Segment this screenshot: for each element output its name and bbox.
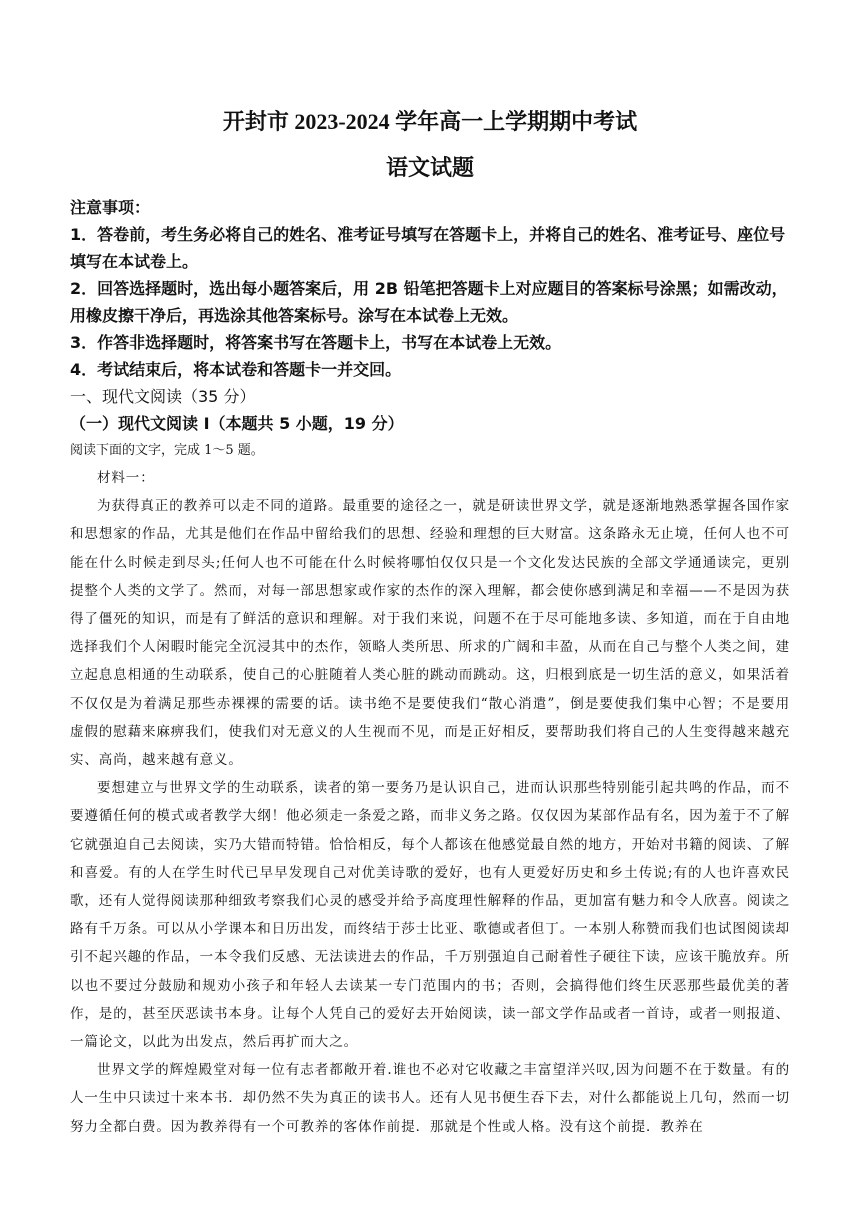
notes-item: 4．考试结束后，将本试卷和答题卡一并交回。 (70, 360, 402, 379)
page-title: 开封市 2023-2024 学年高一上学期期中考试 (222, 109, 638, 134)
reading-section (70, 383, 790, 464)
section-heading: 一、现代文阅读（35 分） (70, 387, 256, 406)
notes-item: 2．回答选择题时，选出每小题答案后，用 2B 铅笔把答题卡上对应题目的答案标号涂黑；如需改动，用橡皮擦干净后，再选涂其他答案标号。涂写在本试卷上无效。 (70, 279, 788, 325)
page-subtitle: 语文试题 (385, 155, 474, 180)
material-paragraph: 世界文学的辉煌殿堂对每一位有志者都敞开着.谁也不必对它收藏之丰富望洋兴叹,因为问题不在于数量。有的人一生中只读过十来本书．却仍然不失为真正的读书人。还有人见书便生吞下去，对什么都能说上几句，然而一切努力全都白费。因为教养得有一个可教养的客体作前提．那就是个性或人格。没有这个前提．教养在 (70, 1062, 790, 1135)
material-paragraph: 为获得真正的教养可以走不同的道路。最重要的途径之一，就是研读世界文学，就是逐渐地熟悉掌握各国作家和思想家的作品，尤其是他们在作品中留给我们的思想、经验和理想的巨大财富。这条路永无止境，任何人也不可能在什么时候走到尽头;任何人也不可能在什么时候将哪怕仅仅只是一个文化发达民族的全部文学通通读完，更别提整个人类的文学了。然而，对每一部思想家或作家的杰作的深入理解，都会使你感到满足和幸福——不是因为获得了僵死的知识，而是有了鲜活的意识和理解。对于我们来说，问题不在于尽可能地多读、多知道，而在于自由地选择我们个人闲暇时能完全沉浸其中的杰作，领略人类所思、所求的广阔和丰盈，从而在自己与整个人类之间，建立起息息相通的生动联系，使自己的心脏随着人类心脏的跳动而跳动。这，归根到底是一切生活的意义，如果活着不仅仅是为着满足那些赤裸裸的需要的话。读书绝不是要使我们“散心消遣”，倒是要使我们集中心智；不是要用虚假的慰藉来麻痹我们，使我们对无意义的人生视而不见，而是正好相反，要帮助我们将自己的人生变得越来越充实、高尚，越来越有意义。 (70, 498, 790, 769)
reading-material (70, 464, 790, 1141)
material-label: 材料一： (97, 470, 155, 486)
material-paragraph: 要想建立与世界文学的生动联系，读者的第一要务乃是认识自己，进而认识那些特别能引起共鸣的作品，而不要遵循任何的模式或者教学大纲！他必须走一条爱之路，而非义务之路。仅仅因为某部作品有名，因为羞于不了解它就强迫自己去阅读，实乃大错而特错。恰恰相反，每个人都该在他感觉最自然的地方，开始对书籍的阅读、了解和喜爱。有的人在学生时代已早早发现自己对优美诗歌的爱好，也有人更爱好历史和乡土传说;有的人也许喜欢民歌，还有人觉得阅读那种细致考察我们心灵的感受并给予高度理性解释的作品，更加富有魅力和令人欣喜。阅读之路有千万条。可以从小学课本和日历出发，而终结于莎士比亚、歌德或者但丁。一本别人称赞而我们也试图阅读却引不起兴趣的作品，一本令我们反感、无法读进去的作品，千万别强迫自己耐着性子硬往下读，应该干脆放弃。所以也不要过分鼓励和规劝小孩子和年轻人去读某一专门范围内的书；否则，会搞得他们终生厌恶那些最优美的著作，是的，甚至厌恶读书本身。让每个人凭自己的爱好去开始阅读，读一部文学作品或者一首诗，或者一则报道、一篇论文，以此为出发点，然后再扩而大之。 (70, 780, 790, 1051)
section-instruction: 阅读下面的文字，完成 1～5 题。 (70, 443, 264, 458)
section-subheading: （一）现代文阅读 I（本题共 5 小题，19 分） (70, 414, 404, 433)
notes-heading: 注意事项： (70, 198, 151, 217)
notes-item: 3．作答非选择题时，将答案书写在答题卡上，书写在本试卷上无效。 (70, 333, 562, 352)
notes-item: 1．答卷前，考生务必将自己的姓名、准考证号填写在答题卡上，并将自己的姓名、准考证号、座位号填写在本试卷上。 (70, 225, 786, 271)
exam-notes (70, 194, 790, 383)
